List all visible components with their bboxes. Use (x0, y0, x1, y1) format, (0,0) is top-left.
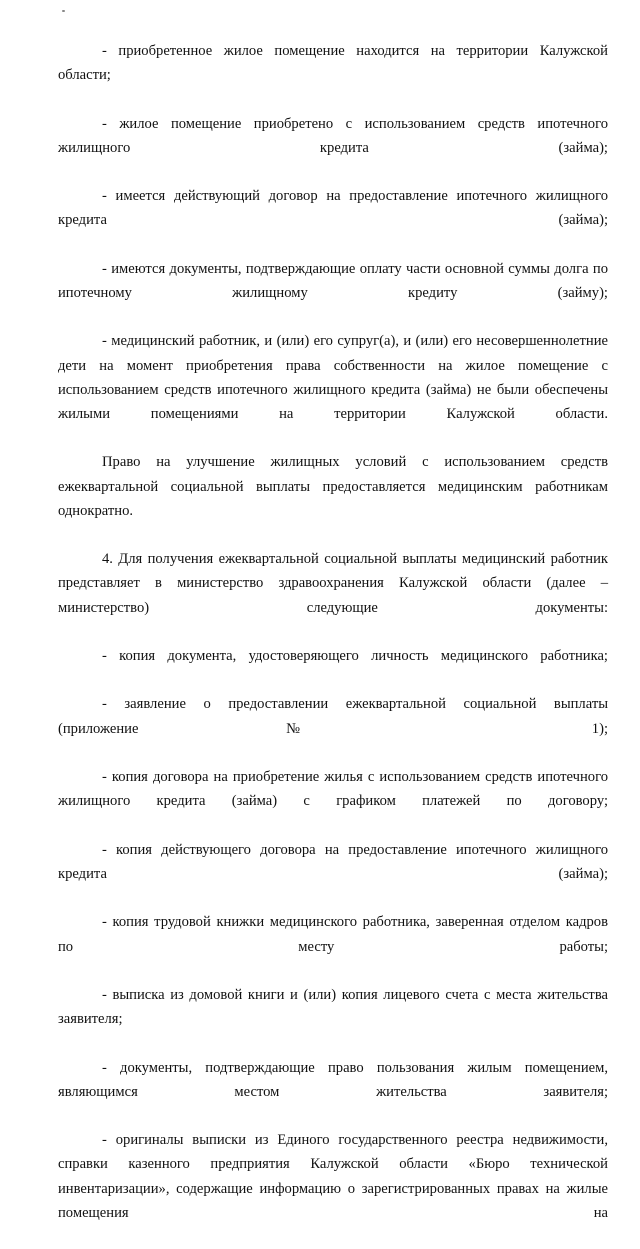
paragraph-11: - копия действующего договора на предоставление ипотечного жилищного кредита (займа); (58, 841, 608, 882)
paragraph-1: - приобретенное жилое помещение находится на территории Калужской области; (58, 43, 608, 84)
paragraph-15: - оригиналы выписки из Единого государственного реестра недвижимости, справки казенного предприятия Калужской области «Бюро технической инвентаризации», содержащие информацию о зарегистрированных правах на жилые помещения на (58, 1132, 608, 1221)
paragraph-9: - заявление о предоставлении ежеквартальной социальной выплаты (приложение № 1); (58, 696, 608, 737)
paragraph-13: - выписка из домовой книги и (или) копия лицевого счета с места жительства заявителя; (58, 986, 608, 1028)
paragraph-3: - имеется действующий договор на предоставление ипотечного жилищного кредита (займа); (58, 188, 608, 229)
paragraph-4: - имеются документы, подтверждающие оплату части основной суммы долга по ипотечному жилищному кредиту (займу); (58, 260, 608, 302)
scan-speck (62, 10, 65, 12)
paragraph-6: Право на улучшение жилищных условий с использованием средств ежеквартальной социальной выплаты предоставляется медицинским работникам однократно. (58, 454, 608, 519)
paragraph-14: - документы, подтверждающие право пользования жилым помещением, являющимся местом жительства заявителя; (58, 1059, 608, 1100)
paragraph-2: - жилое помещение приобретено с использованием средств ипотечного жилищного кредита (займа); (58, 115, 608, 156)
paragraph-8: - копия документа, удостоверяющего личность медицинского работника; (102, 648, 608, 665)
paragraph-10: - копия договора на приобретение жилья с использованием средств ипотечного жилищного кредита (займа) с графиком платежей по договору; (58, 769, 608, 810)
paragraph-12: - копия трудовой книжки медицинского работника, заверенная отделом кадров по месту работы; (58, 914, 608, 955)
paragraph-5: - медицинский работник, и (или) его супруг(а), и (или) его несовершеннолетние дети на момент приобретения права собственности на жилое помещение с использованием средств ипотечного жилищного кредита (займа) не были обеспечены жилыми помещениями на территории Калужской области. (58, 333, 608, 423)
document-body (58, 39, 608, 1249)
paragraph-7: 4. Для получения ежеквартальной социальной выплаты медицинский работник представляет в министерство здравоохранения Калужской области (далее – министерство) следующие документы: (58, 551, 608, 616)
